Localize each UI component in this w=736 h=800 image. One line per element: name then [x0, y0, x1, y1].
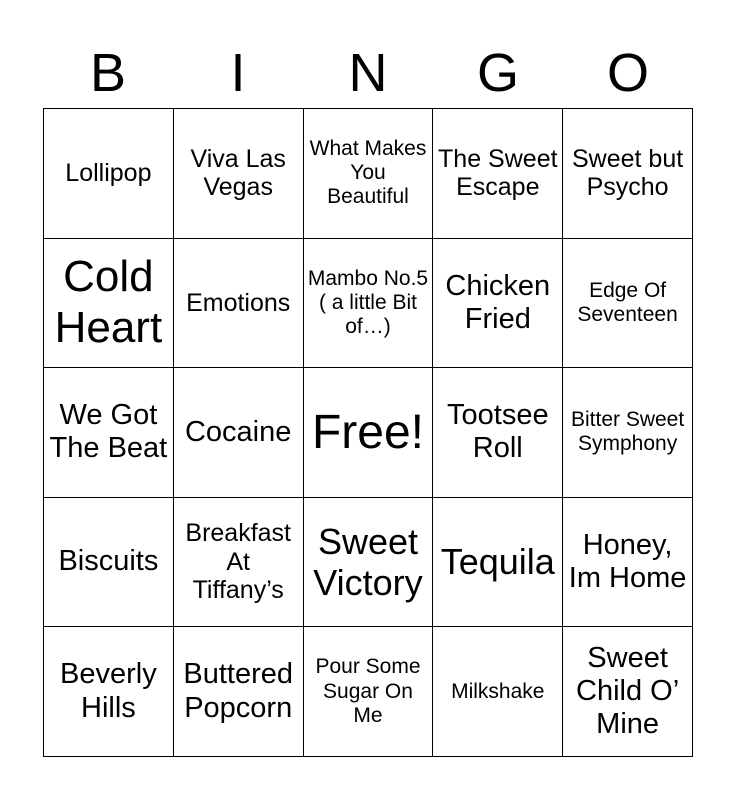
bingo-cell-r5-c3[interactable]	[304, 627, 434, 757]
cell-text: Biscuits	[58, 545, 159, 578]
header-letter-n: N	[348, 43, 388, 103]
header-letter-o: O	[606, 43, 649, 103]
cell-text: Sweet but Psycho	[572, 144, 684, 202]
bingo-header	[43, 40, 693, 106]
bingo-cell-r3-c4[interactable]	[433, 368, 563, 498]
bingo-cell-r1-c1[interactable]	[44, 109, 174, 239]
bingo-cell-r2-c1[interactable]	[44, 239, 174, 369]
cell-text: What Makes You Beautiful	[309, 137, 427, 209]
cell-text: Honey, Im Home	[568, 528, 687, 595]
cell-text: The Sweet Escape	[438, 144, 558, 202]
bingo-cell-r1-c4[interactable]	[433, 109, 563, 239]
cell-text: Tequila	[440, 541, 555, 583]
bingo-cell-r4-c1[interactable]	[44, 498, 174, 628]
bingo-cell-r4-c3[interactable]	[304, 498, 434, 628]
bingo-cell-r1-c2[interactable]	[174, 109, 304, 239]
cell-text: Cocaine	[184, 415, 292, 448]
bingo-cell-r2-c2[interactable]	[174, 239, 304, 369]
bingo-board	[43, 108, 693, 757]
bingo-cell-r4-c2[interactable]	[174, 498, 304, 628]
bingo-cell-r2-c3[interactable]	[304, 239, 434, 369]
cell-text: Cold Heart	[54, 252, 163, 352]
cell-text: Emotions	[186, 288, 291, 317]
cell-text: We Got The Beat	[49, 399, 168, 465]
cell-text: Viva Las Vegas	[190, 144, 286, 202]
bingo-cell-r1-c3[interactable]	[304, 109, 434, 239]
bingo-cell-r4-c5[interactable]	[563, 498, 693, 628]
header-letter-b: B	[89, 43, 127, 103]
bingo-cell-r4-c4[interactable]	[433, 498, 563, 628]
cell-text: Tootsee Roll	[447, 399, 549, 465]
free-space-text: Free!	[311, 405, 424, 459]
cell-text: Milkshake	[451, 679, 545, 703]
bingo-cell-r3-c1[interactable]	[44, 368, 174, 498]
cell-text: Bitter Sweet Symphony	[570, 408, 685, 456]
cell-text: Sweet Child O’ Mine	[576, 641, 680, 741]
header-letter-g: G	[476, 43, 519, 103]
bingo-cell-r2-c5[interactable]	[563, 239, 693, 369]
bingo-cell-free[interactable]	[304, 368, 434, 498]
bingo-cell-r5-c1[interactable]	[44, 627, 174, 757]
cell-text: Breakfast At Tiffany’s	[185, 518, 291, 605]
bingo-cell-r1-c5[interactable]	[563, 109, 693, 239]
cell-text: Edge Of Seventeen	[577, 278, 678, 326]
bingo-cell-r3-c2[interactable]	[174, 368, 304, 498]
cell-text: Sweet Victory	[313, 520, 423, 604]
cell-text: Beverly Hills	[60, 658, 157, 724]
header-letter-i: I	[230, 43, 246, 103]
cell-text: Chicken Fried	[445, 269, 551, 335]
cell-text: Lollipop	[65, 158, 152, 187]
cell-text: Pour Some Sugar On Me	[315, 655, 421, 727]
bingo-cell-r2-c4[interactable]	[433, 239, 563, 369]
bingo-cell-r3-c5[interactable]	[563, 368, 693, 498]
cell-text: Mambo No.5 ( a little Bit of…)	[307, 266, 429, 338]
bingo-cell-r5-c5[interactable]	[563, 627, 693, 757]
bingo-cell-r5-c4[interactable]	[433, 627, 563, 757]
cell-text: Buttered Popcorn	[183, 658, 294, 724]
bingo-cell-r5-c2[interactable]	[174, 627, 304, 757]
